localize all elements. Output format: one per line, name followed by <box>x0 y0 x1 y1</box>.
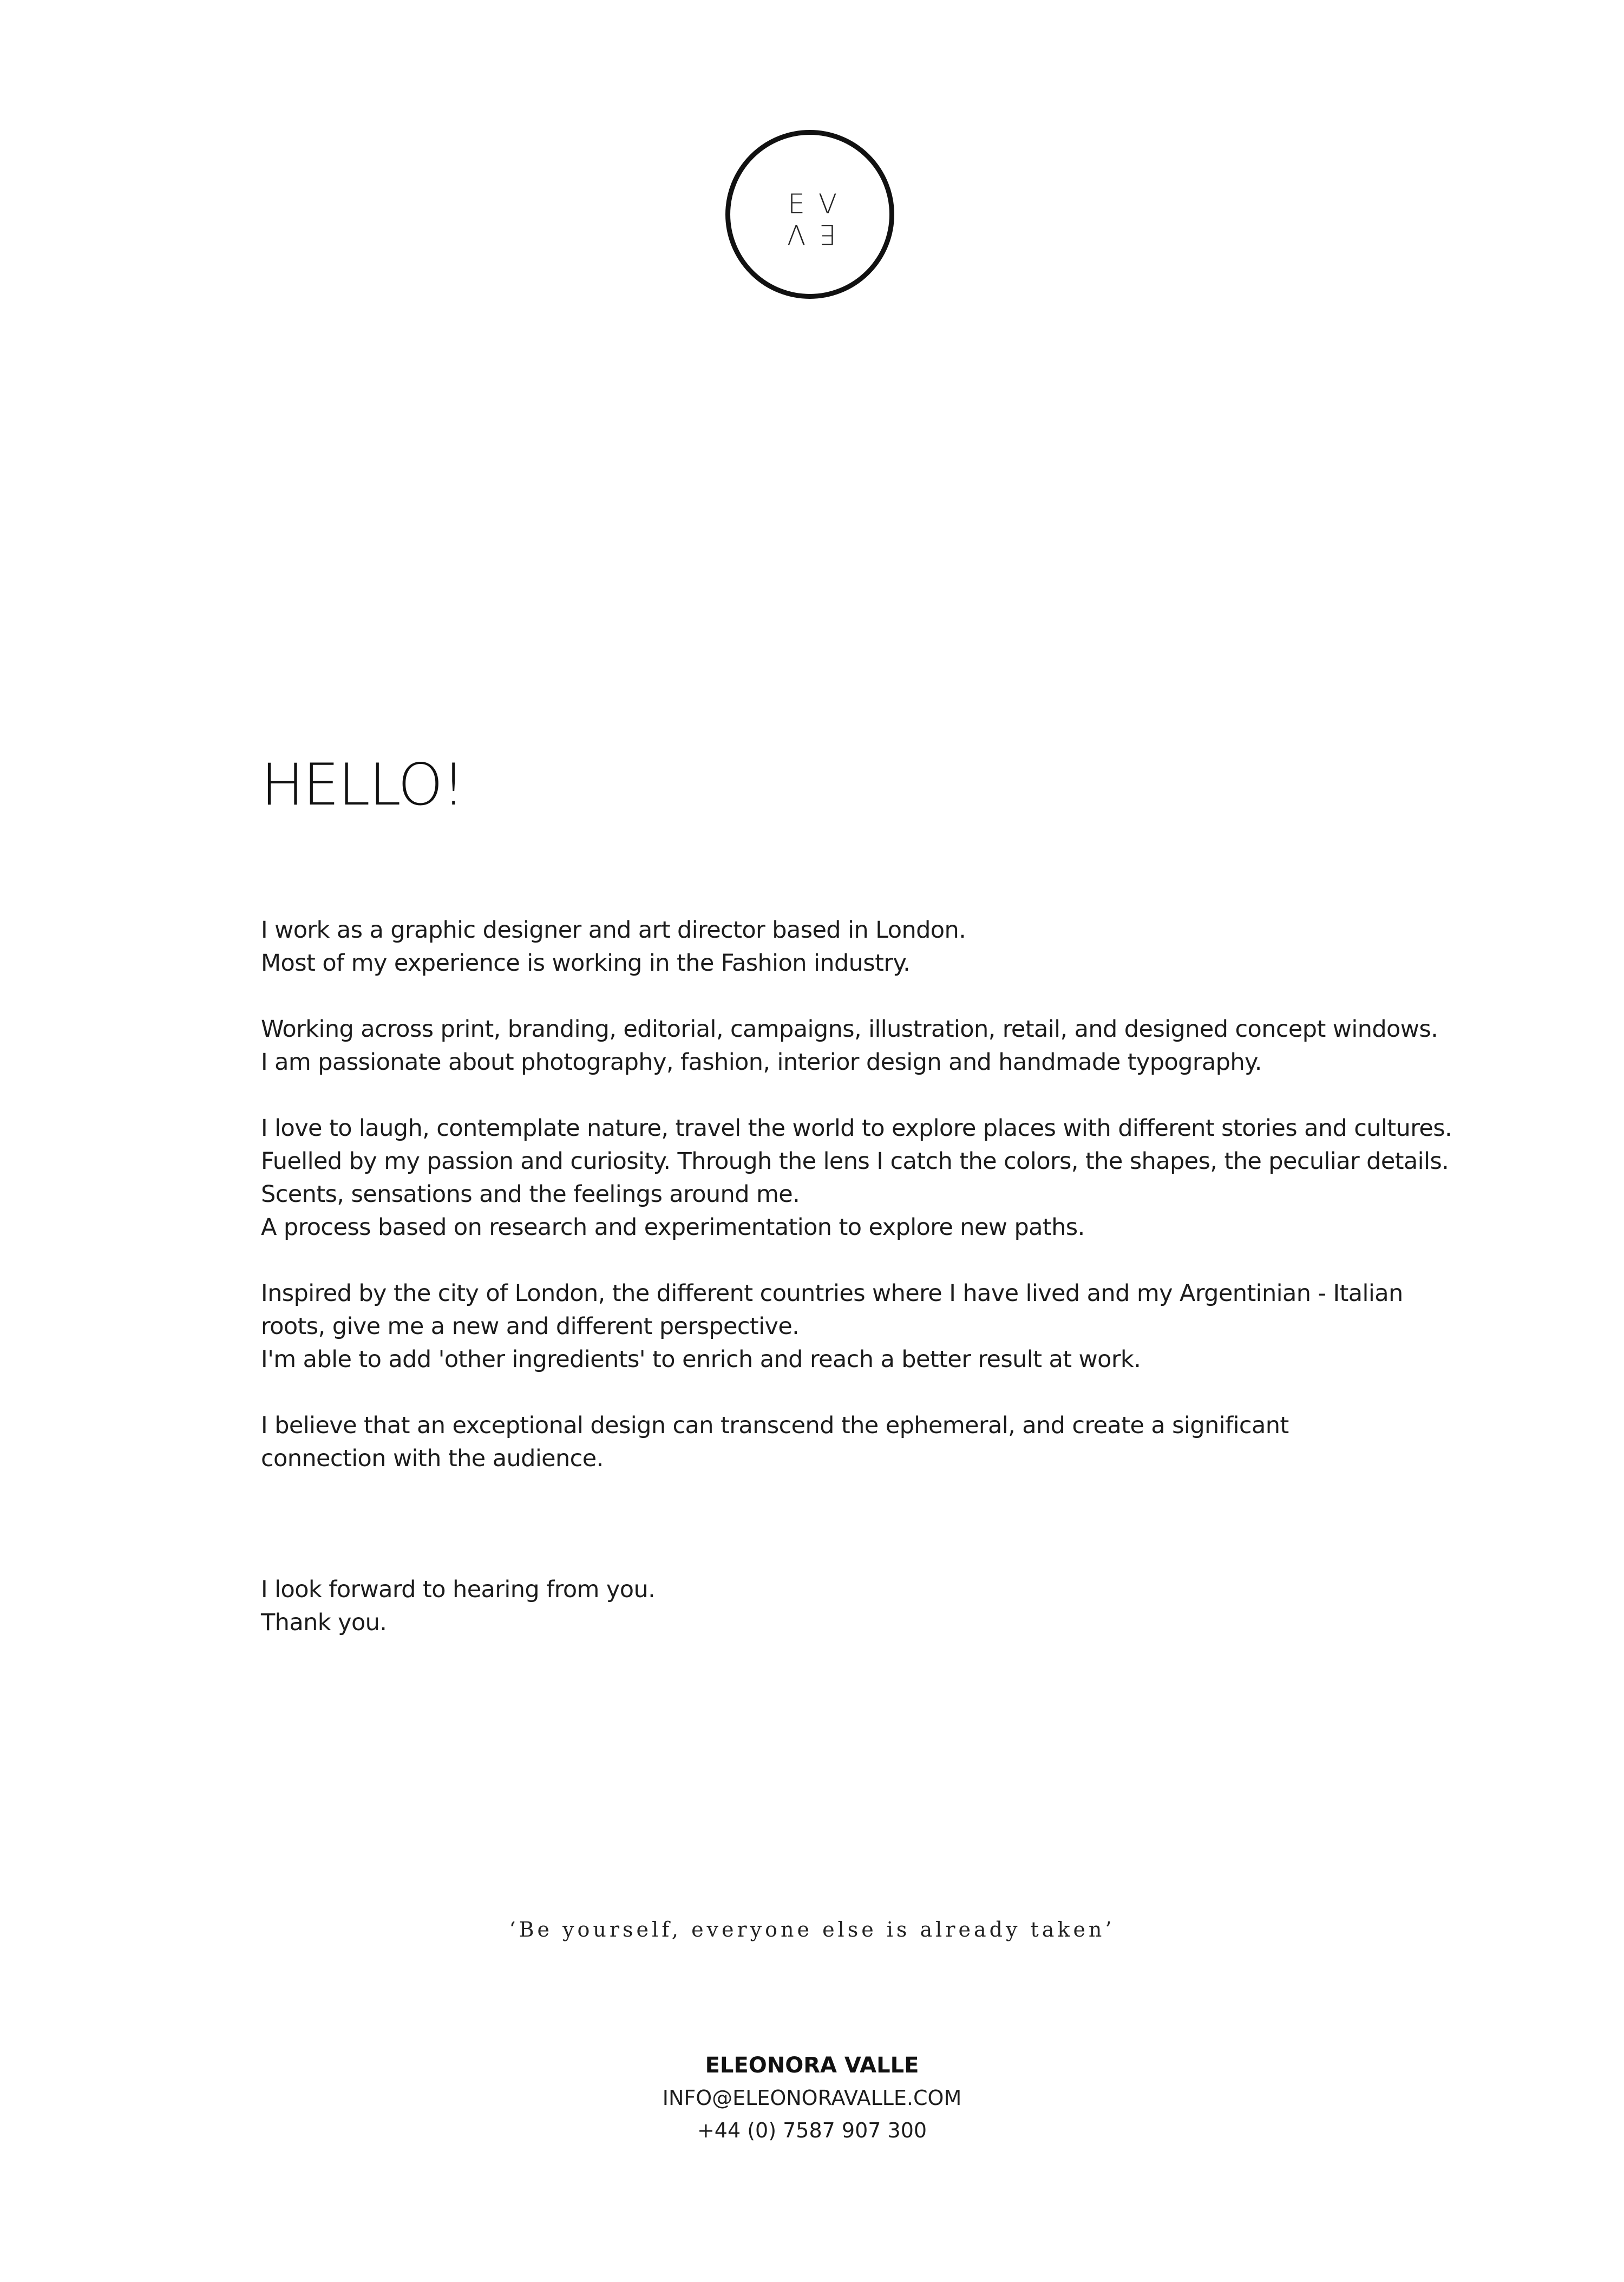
closing-lines <box>261 1573 655 1639</box>
text-line: I work as a graphic designer and art director based in London. <box>261 917 966 944</box>
text-line: roots, give me a new and different perspective. <box>261 1313 800 1340</box>
logo-letter: E <box>819 219 836 250</box>
text-line: connection with the audience. <box>261 1445 604 1472</box>
text-line: Scents, sensations and the feelings around me. <box>261 1181 800 1208</box>
text-line: Most of my experience is working in the Fashion industry. <box>261 950 911 977</box>
closing-line: I look forward to hearing from you. <box>261 1576 656 1603</box>
logo-letter: V <box>787 219 806 250</box>
contact-block <box>0 2049 1624 2147</box>
text-line: Working across print, branding, editorial, campaigns, illustration, retail, and designed concept windows. <box>261 1016 1438 1043</box>
contact-email: INFO@ELEONORAVALLE.COM <box>662 2086 962 2110</box>
text-line: Fuelled by my passion and curiosity. Through the lens I catch the colors, the shapes, the peculiar details. <box>261 1148 1449 1175</box>
paragraph <box>261 1112 1452 1244</box>
contact-name: ELEONORA VALLE <box>705 2053 919 2078</box>
text-line: I believe that an exceptional design can transcend the ephemeral, and create a significant <box>261 1412 1289 1439</box>
paragraph <box>261 1409 1441 1475</box>
paragraph <box>261 914 1441 980</box>
monogram-logo <box>725 130 894 299</box>
letter-body <box>261 914 1452 1508</box>
logo-letter: V <box>818 188 837 220</box>
paragraph <box>261 1013 1441 1079</box>
paragraph <box>261 1277 1441 1376</box>
text-line: I am passionate about photography, fashion, interior design and handmade typography. <box>261 1049 1262 1076</box>
contact-phone: +44 (0) 7587 907 300 <box>697 2118 927 2142</box>
logo-letter: E <box>788 188 805 220</box>
closing-line: Thank you. <box>261 1609 387 1636</box>
text-line: I'm able to add 'other ingredients' to enrich and reach a better result at work. <box>261 1346 1141 1373</box>
text-line: Inspired by the city of London, the different countries where I have lived and my Argentinian - Italian <box>261 1280 1403 1307</box>
text-line: I love to laugh, contemplate nature, travel the world to explore places with different stories and cultures. <box>261 1115 1452 1142</box>
greeting-heading: HELLO! <box>261 751 464 818</box>
text-line: A process based on research and experimentation to explore new paths. <box>261 1214 1085 1241</box>
motto-quote: ‘Be yourself, everyone else is already taken’ <box>509 1918 1115 1941</box>
